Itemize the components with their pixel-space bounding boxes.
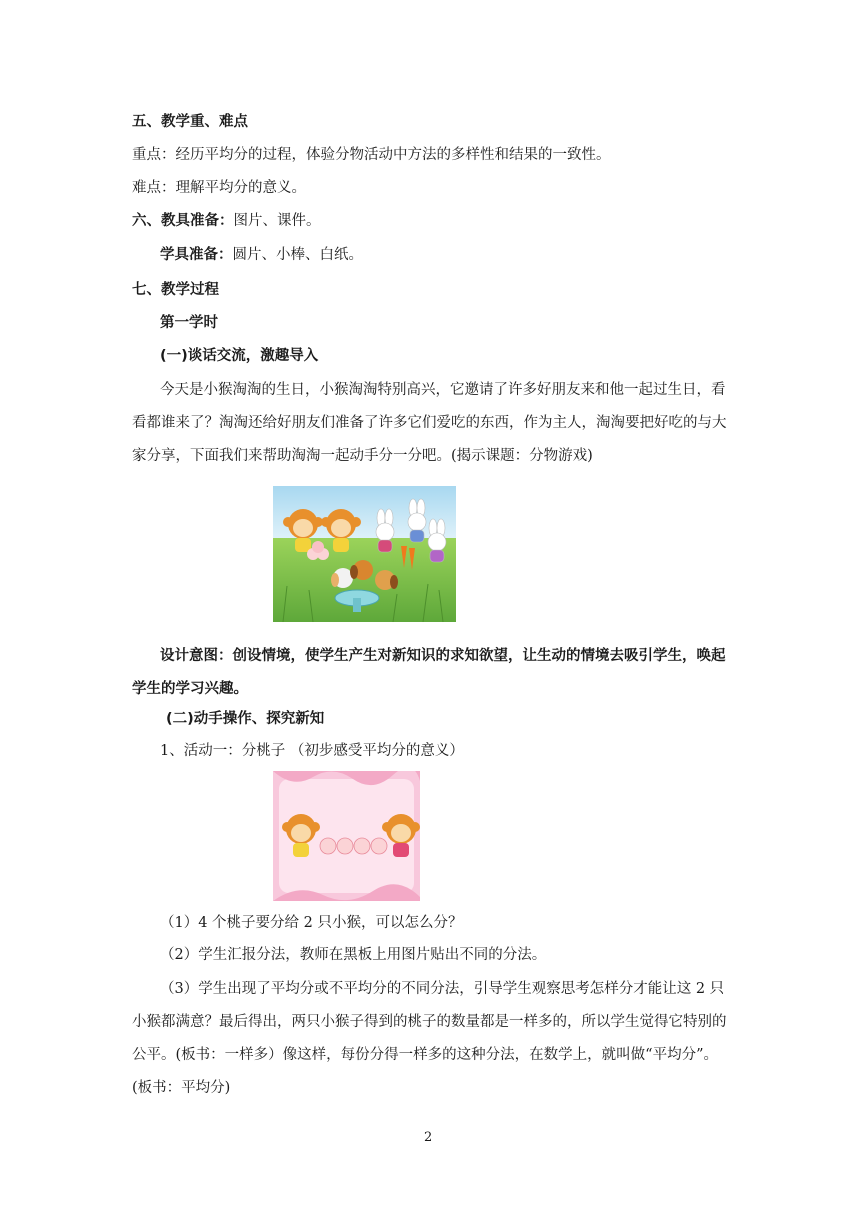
activity1: 1、活动一：分桃子 （初步感受平均分的意义） <box>160 743 464 759</box>
student-prep-label: 学具准备： <box>160 247 233 263</box>
student-prep <box>160 245 363 265</box>
birthday-party-illustration <box>273 486 456 622</box>
teacher-prep <box>132 211 321 231</box>
page-number: 2 <box>424 1130 433 1145</box>
part1-paragraph: 今天是小猴淘淘的生日，小猴淘淘特别高兴，它邀请了许多好朋友来和他一起过生日，看看都谁来了？淘淘还给好朋友们准备了许多它们爱吃的东西，作为主人，淘淘要把好吃的与大家分享，下面我们来帮助淘淘一起动手分一分吧。(揭示课题：分物游戏) <box>132 382 727 464</box>
question-3: （3）学生出现了平均分或不平均分的不同分法，引导学生观察思考怎样分才能让这 2 只小猴都满意？最后得出，两只小猴子得到的桃子的数量都是一样多的，所以学生觉得它特别的公平。(板书：一样多）像这样，每份分得一样多的这种分法，在数学上，就叫做“平均分”。(板书：平均分) <box>132 981 727 1096</box>
key-point: 重点：经历平均分的过程，体验分物活动中方法的多样性和结果的一致性。 <box>132 147 611 163</box>
part2-heading: (二)动手操作、探究新知 <box>166 711 325 727</box>
share-peaches-picture <box>273 771 420 901</box>
difficulty: 难点：理解平均分的意义。 <box>132 180 306 196</box>
teacher-prep-items: 图片、课件。 <box>233 213 321 229</box>
question-1: （1）4 个桃子要分给 2 只小猴，可以怎么分？ <box>160 915 463 931</box>
section7-heading: 七、教学过程 <box>132 282 219 298</box>
question-2: （2）学生汇报分法，教师在黑板上用图片贴出不同的分法。 <box>160 947 547 963</box>
design-intent: 设计意图：创设情境，使学生产生对新知识的求知欲望，让生动的情境去吸引学生，唤起学生的学习兴趣。 <box>132 648 726 697</box>
student-prep-items: 圆片、小棒、白纸。 <box>232 247 363 263</box>
lesson-title: 第一学时 <box>160 315 218 331</box>
share-peaches-illustration <box>273 771 420 901</box>
birthday-party-picture <box>273 486 456 622</box>
part1-heading: (一)谈话交流，激趣导入 <box>160 348 319 364</box>
teacher-prep-label: 六、教具准备： <box>132 213 234 229</box>
section5-heading: 五、教学重、难点 <box>132 114 248 130</box>
